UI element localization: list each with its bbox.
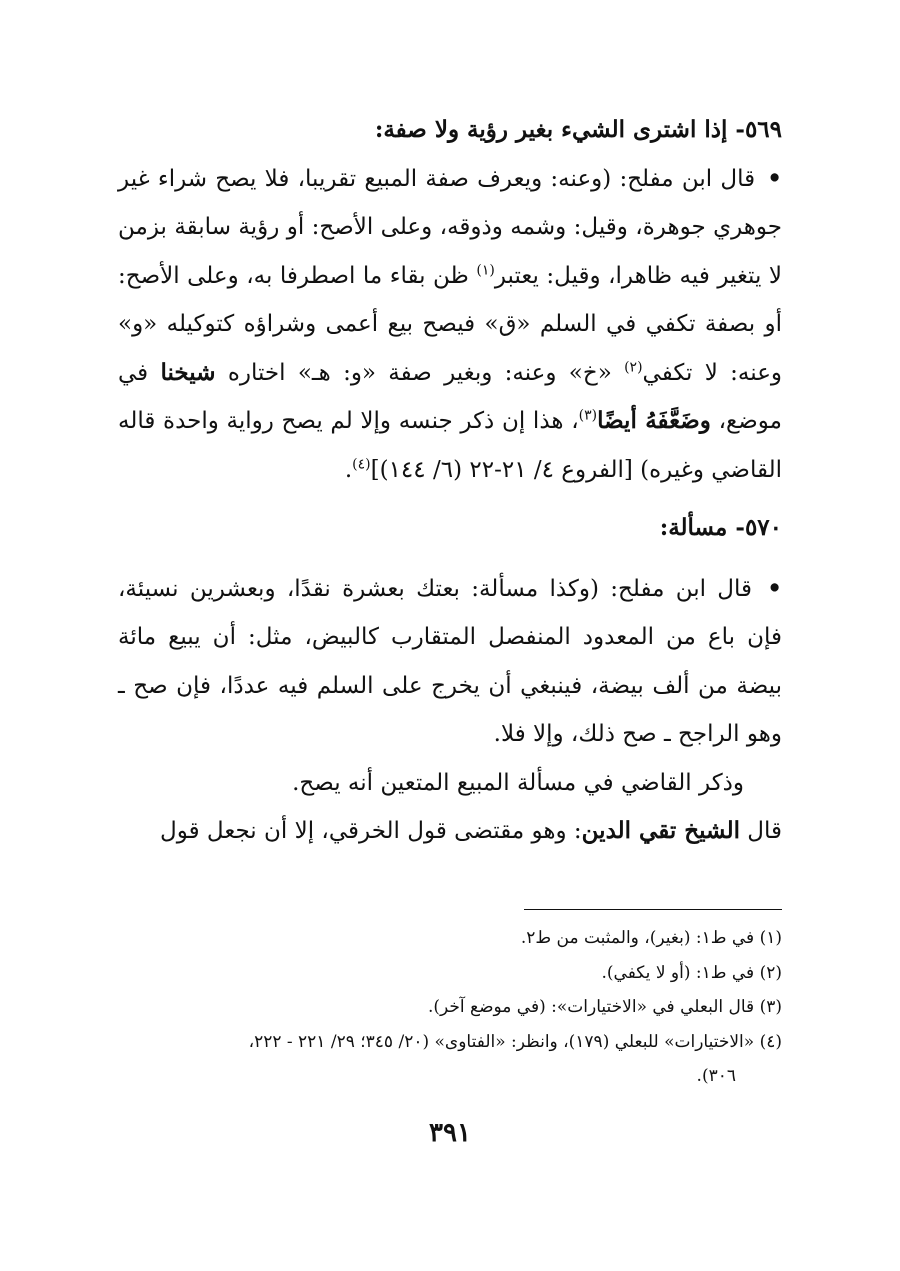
footnote-text: في ط١: (أو لا يكفي). <box>601 962 755 983</box>
section-570-paragraph-2: وذكر القاضي في مسألة المبيع المتعين أنه يصح. <box>292 769 744 796</box>
footnote-number: (٣) <box>759 997 782 1017</box>
paragraph-text: ظن بقاء ما اصطرفا به، وعلى الأصح: أو بصفة تكفي في السلم «ق» فيصح بيع أعمى وشراؤه كتوكيله «و» وعنه: لا تكفي <box>118 262 783 386</box>
section-569-heading: ٥٦٩- إذا اشترى الشيء بغير رؤية ولا صفة: <box>374 116 782 143</box>
section-569-paragraph <box>118 155 782 495</box>
footnotes <box>118 921 782 1094</box>
footnote-ref-4[interactable]: (٤) <box>352 455 371 472</box>
paragraph-text: ، هذا إن ذكر جنسه وإلا لم يصح رواية واحدة قاله القاضي وغيره) [الفروع ٤/ ٢١-٢٢ (٦/ ١٤٤)] <box>118 408 782 483</box>
paragraph-text: : وهو مقتضى قول الخرقي، إلا أن نجعل قول <box>160 818 582 844</box>
section-570-paragraph-1 <box>118 565 782 759</box>
paragraph-text: «خ» وعنه: وبغير صفة «و: هـ» اختاره <box>227 359 612 386</box>
paragraph-end: . <box>344 456 353 483</box>
paragraph-text: في موضع، <box>118 359 783 434</box>
section-570 <box>118 504 782 856</box>
paragraph-text: قال <box>747 818 782 844</box>
section-570-heading: ٥٧٠- مسألة: <box>659 514 782 541</box>
footnote-number: (٢) <box>759 962 782 983</box>
bold-term-sheikh-taqi-aldin: الشيخ تقي الدين <box>581 817 740 844</box>
bold-term-daafahu: وضَعَّفَهُ أيضًا <box>597 407 711 434</box>
section-570-paragraph-3 <box>118 807 782 856</box>
footnote-text: «الاختيارات» للبعلي (١٧٩)، وانظر: «الفتاوى» (٢٠/ ٣٤٥؛ ٢٩/ ٢٢١ - ٢٢٢، <box>248 1031 755 1052</box>
footnote-ref-1[interactable]: (١) <box>476 261 495 278</box>
footnote-text: قال البعلي في «الاختيارات»: (في موضع آخر). <box>427 997 755 1017</box>
footnote-4 <box>118 1025 782 1060</box>
footnote-divider <box>524 909 782 910</box>
footnote-number: (٤) <box>759 1031 782 1052</box>
bold-term-sheikhuna: شيخنا <box>160 358 216 386</box>
paragraph-text: قال ابن مفلح: (وكذا مسألة: بعتك بعشرة نقدًا، وبعشرين نسيئة، فإن باع من المعدود المنفصل المتقارب كالبيض، مثل: أن يبيع مائة بيضة من ألف بيضة، فينبغي أن يخرج على السلم فيه عددًا، فإن صح ـ وهو الراجح ـ صح ذلك، وإلا فلا. <box>118 575 782 747</box>
bullet-icon: • <box>767 574 782 602</box>
paragraph-text: قال ابن مفلح: (وعنه: ويعرف صفة المبيع تقريبا، فلا يصح شراء غير جوهري جوهرة، وقيل: وشمه وذوقه، وعلى الأصح: أو رؤية سابقة بزمن لا يتغير فيه ظاهرا، وقيل: يعتبر <box>118 165 782 289</box>
footnote-4-continuation: ٣٠٦). <box>696 1066 736 1086</box>
section-569 <box>118 106 782 494</box>
page-number: ٣٩١ <box>429 1118 471 1148</box>
footnote-number: (١) <box>759 928 782 948</box>
bullet-icon: • <box>767 164 782 192</box>
footnote-3 <box>118 990 782 1025</box>
footnote-text: في ط١: (بغير)، والمثبت من ط٢. <box>520 928 755 948</box>
footnote-2 <box>118 956 782 991</box>
footnote-1 <box>118 921 782 956</box>
footnote-ref-3[interactable]: (٣) <box>578 407 598 424</box>
footnote-ref-2[interactable]: (٢) <box>624 358 643 375</box>
